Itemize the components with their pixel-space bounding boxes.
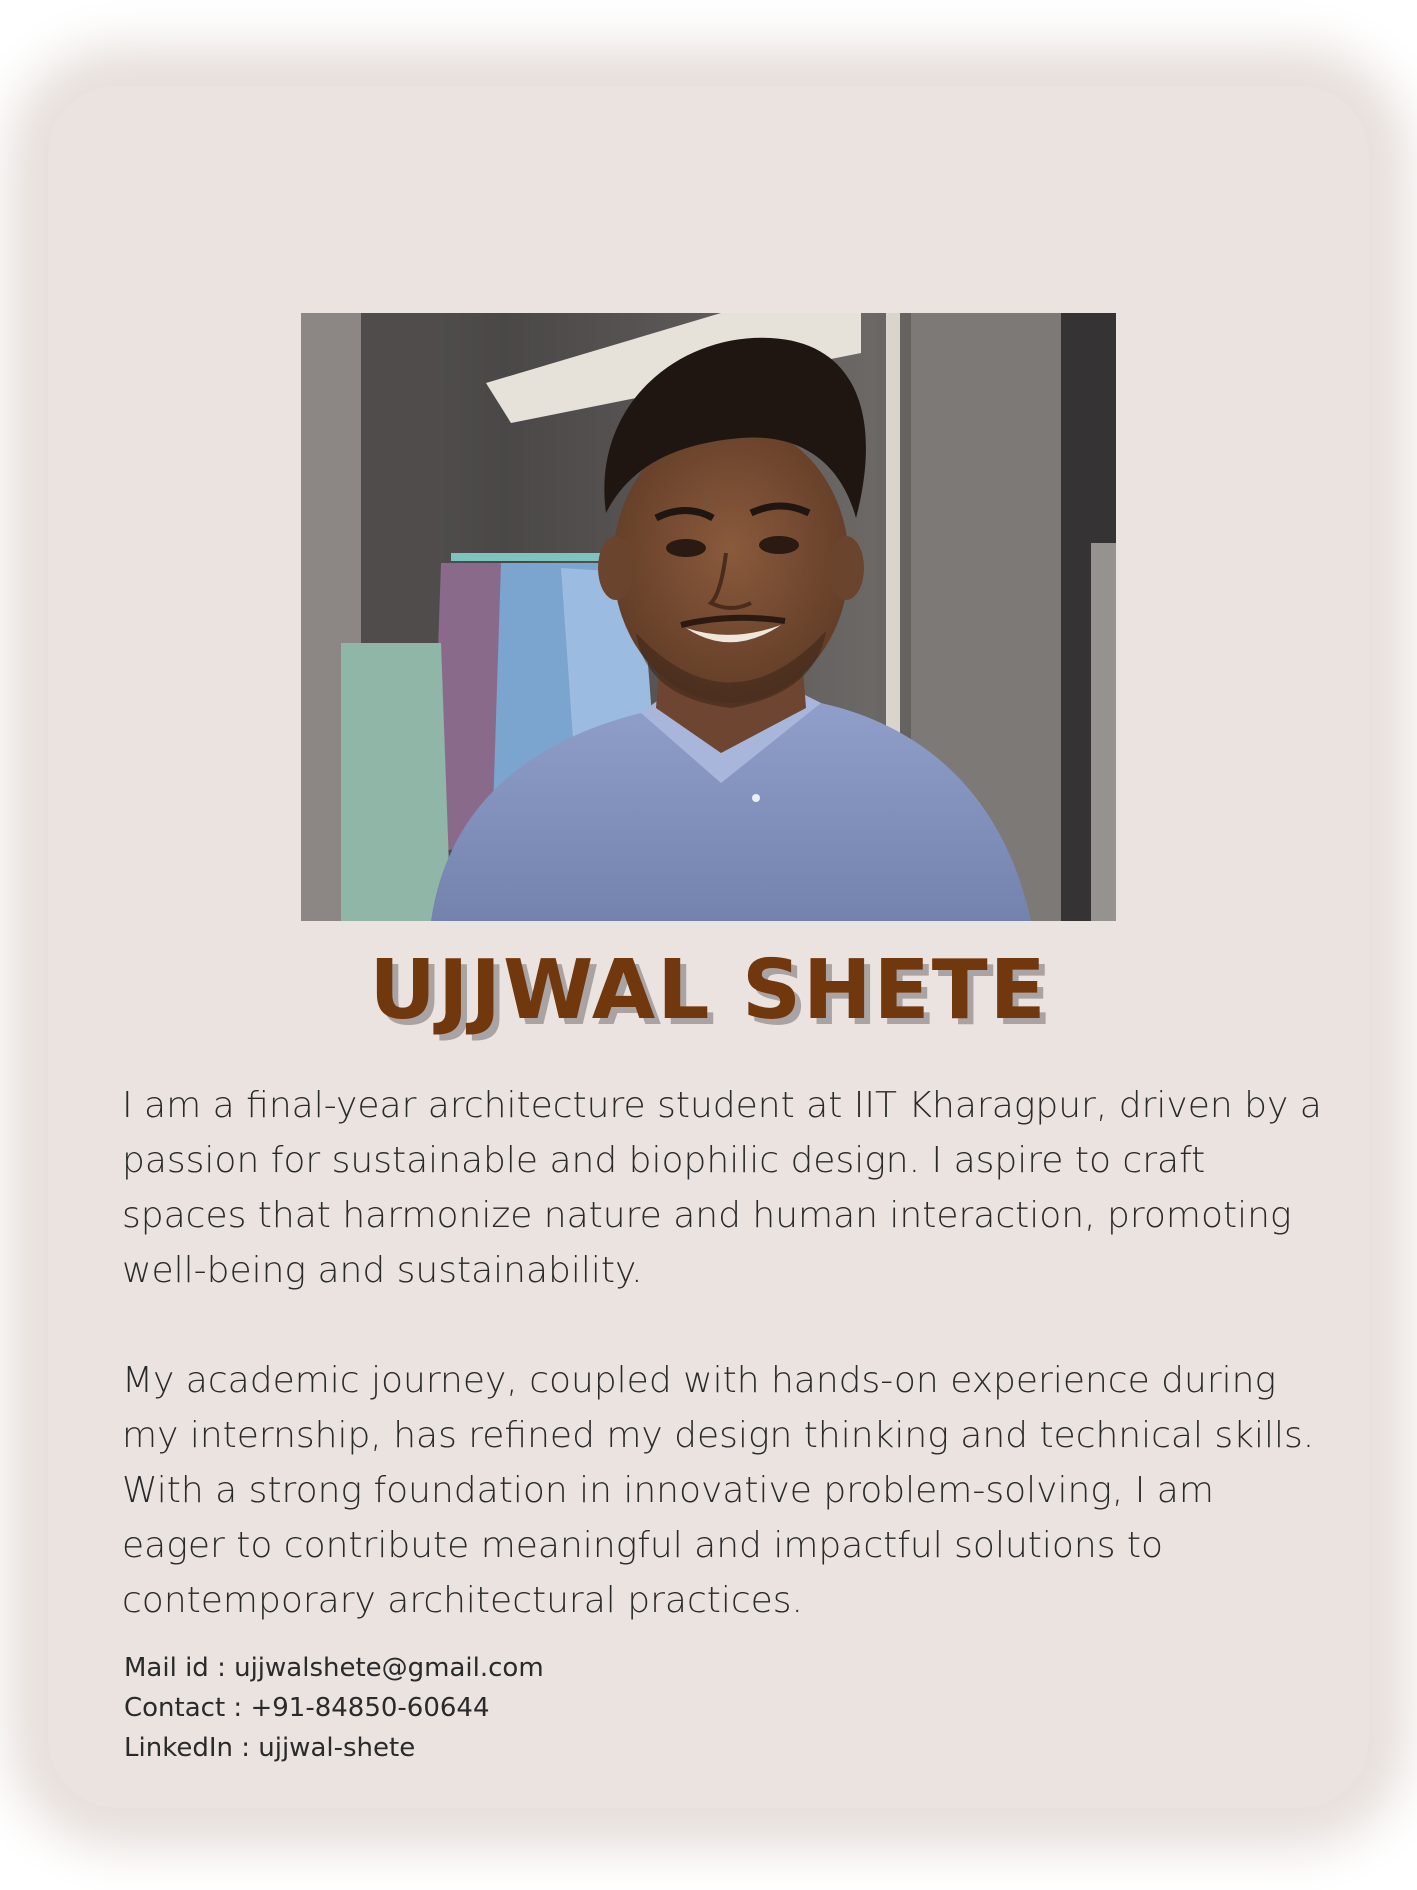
bio-paragraph-2: My academic journey, coupled with hands-on experience during my internship, has refined my design thinking and technical skills. With a strong foundation in innovative problem-solving, I am eager to contribute meaningful and impactful solutions to contemporary architectural practices. xyxy=(122,1360,1315,1621)
bio-paragraph-1: I am a final-year architecture student at IIT Kharagpur, driven by a passion for sustainable and biophilic design. I aspire to craft spaces that harmonize nature and human interaction, promoting well-being and sustainability. xyxy=(122,1085,1322,1291)
profile-photo xyxy=(301,313,1116,921)
contact-phone[interactable]: Contact : +91-84850-60644 xyxy=(124,1693,490,1723)
contact-linkedin[interactable]: LinkedIn : ujjwal-shete xyxy=(124,1733,416,1763)
profile-name: UJJWAL SHETE xyxy=(369,943,1048,1038)
contact-email[interactable]: Mail id : ujjwalshete@gmail.com xyxy=(124,1653,544,1683)
contact-details xyxy=(124,1648,544,1768)
